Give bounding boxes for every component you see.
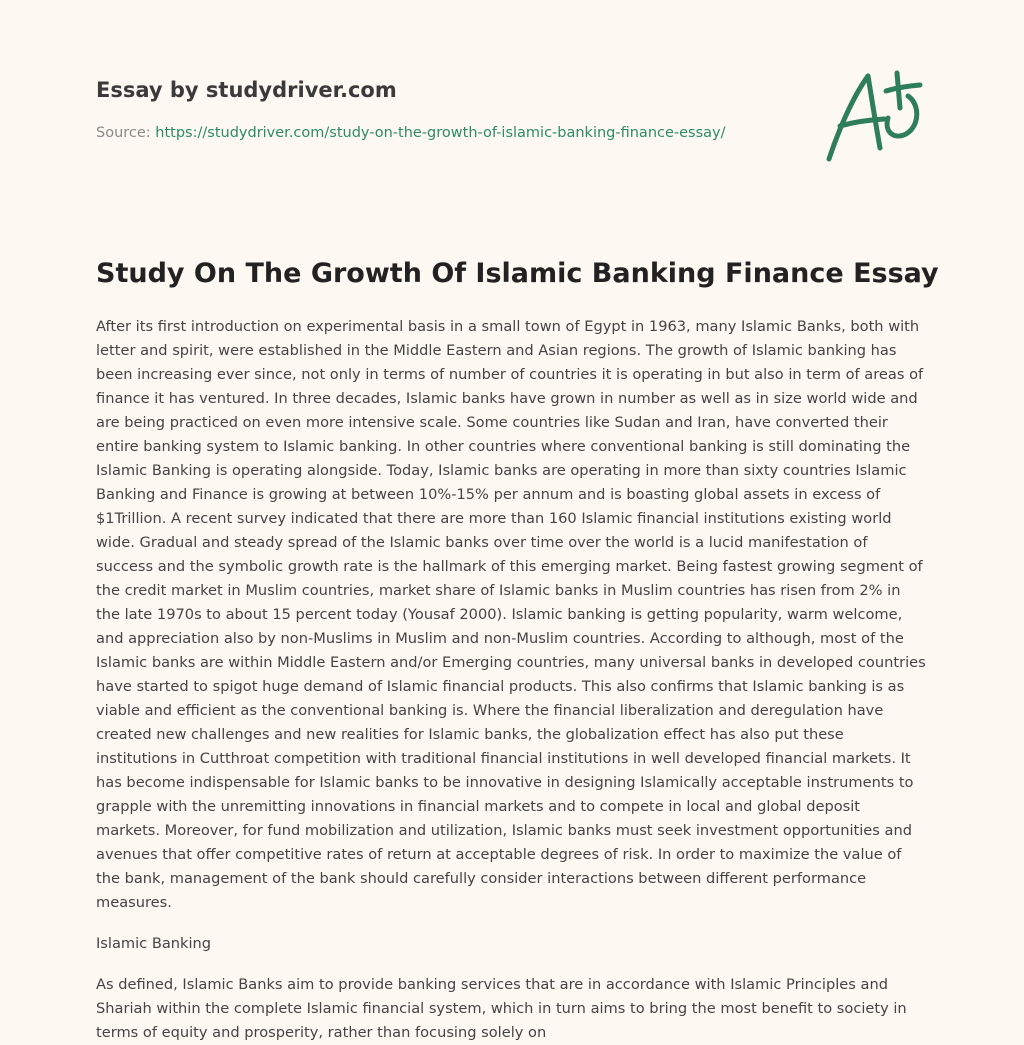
section-subheading: Islamic Banking bbox=[96, 935, 212, 952]
source-line bbox=[96, 122, 796, 144]
source-label: Source: bbox=[96, 125, 156, 141]
source-link[interactable]: https://studydriver.com/study-on-the-growth-of-islamic-banking-finance-essay/ bbox=[155, 125, 726, 141]
essay-body bbox=[96, 315, 928, 1045]
site-title: Essay by studydriver.com bbox=[96, 78, 397, 102]
a-plus-logo-graphic bbox=[820, 64, 930, 164]
essay-title: Study On The Growth Of Islamic Banking Finance Essay bbox=[96, 258, 939, 289]
essay-paragraph: After its first introduction on experimental basis in a small town of Egypt in 1963, many Islamic Banks, both with letter and spirit, were established in the Middle Eastern and Asian regions. The growth of Islamic banking has been increasing ever since, not only in terms of number of countries it is operating in but also in term of areas of finance it has ventured. In three decades, Islamic banks have grown in number as well as in size world wide and are being practiced on even more intensive scale. Some countries like Sudan and Iran, have converted their entire banking system to Islamic banking. In other countries where conventional banking is still dominating the Islamic Banking is operating alongside. Today, Islamic banks are operating in more than sixty countries Islamic Banking and Finance is growing at between 10%-15% per annum and is boasting global assets in excess of $1Trillion. A recent survey indicated that there are more than 160 Islamic financial institutions existing world wide. Gradual and steady spread of the Islamic banks over time over the world is a lucid manifestation of success and the symbolic growth rate is the hallmark of this emerging market. Being fastest growing segment of the credit market in Muslim countries, market share of Islamic banks in Muslim countries has risen from 2% in the late 1970s to about 15 percent today (Yousaf 2000). Islamic banking is getting popularity, warm welcome, and appreciation also by non-Muslims in Muslim and non-Muslim countries. According to although, most of the Islamic banks are within Middle Eastern and/or Emerging countries, many universal banks in developed countries have started to spigot huge demand of Islamic financial products. This also confirms that Islamic banking is as viable and efficient as the conventional banking is. Where the financial liberalization and deregulation have created new challenges and new realities for Islamic banks, the globalization effect has also put these institutions in Cutthroat competition with traditional financial institutions in well developed financial markets. It has become indispensable for Islamic banks to be innovative in designing Islamically acceptable instruments to grapple with the unremitting innovations in financial markets and to compete in local and global deposit markets. Moreover, for fund mobilization and utilization, Islamic banks must seek investment opportunities and avenues that offer competitive rates of return at acceptable degrees of risk. In order to maximize the value of the bank, management of the bank should carefully consider interactions between different performance measures. bbox=[96, 318, 926, 911]
page-header bbox=[96, 72, 796, 144]
essay-paragraph: As defined, Islamic Banks aim to provide banking services that are in accordance with Islamic Principles and Shariah within the complete Islamic financial system, which in turn aims to bring the most benefit to society in terms of equity and prosperity, rather than focusing solely on bbox=[96, 976, 907, 1041]
a-plus-logo-icon bbox=[820, 64, 930, 164]
